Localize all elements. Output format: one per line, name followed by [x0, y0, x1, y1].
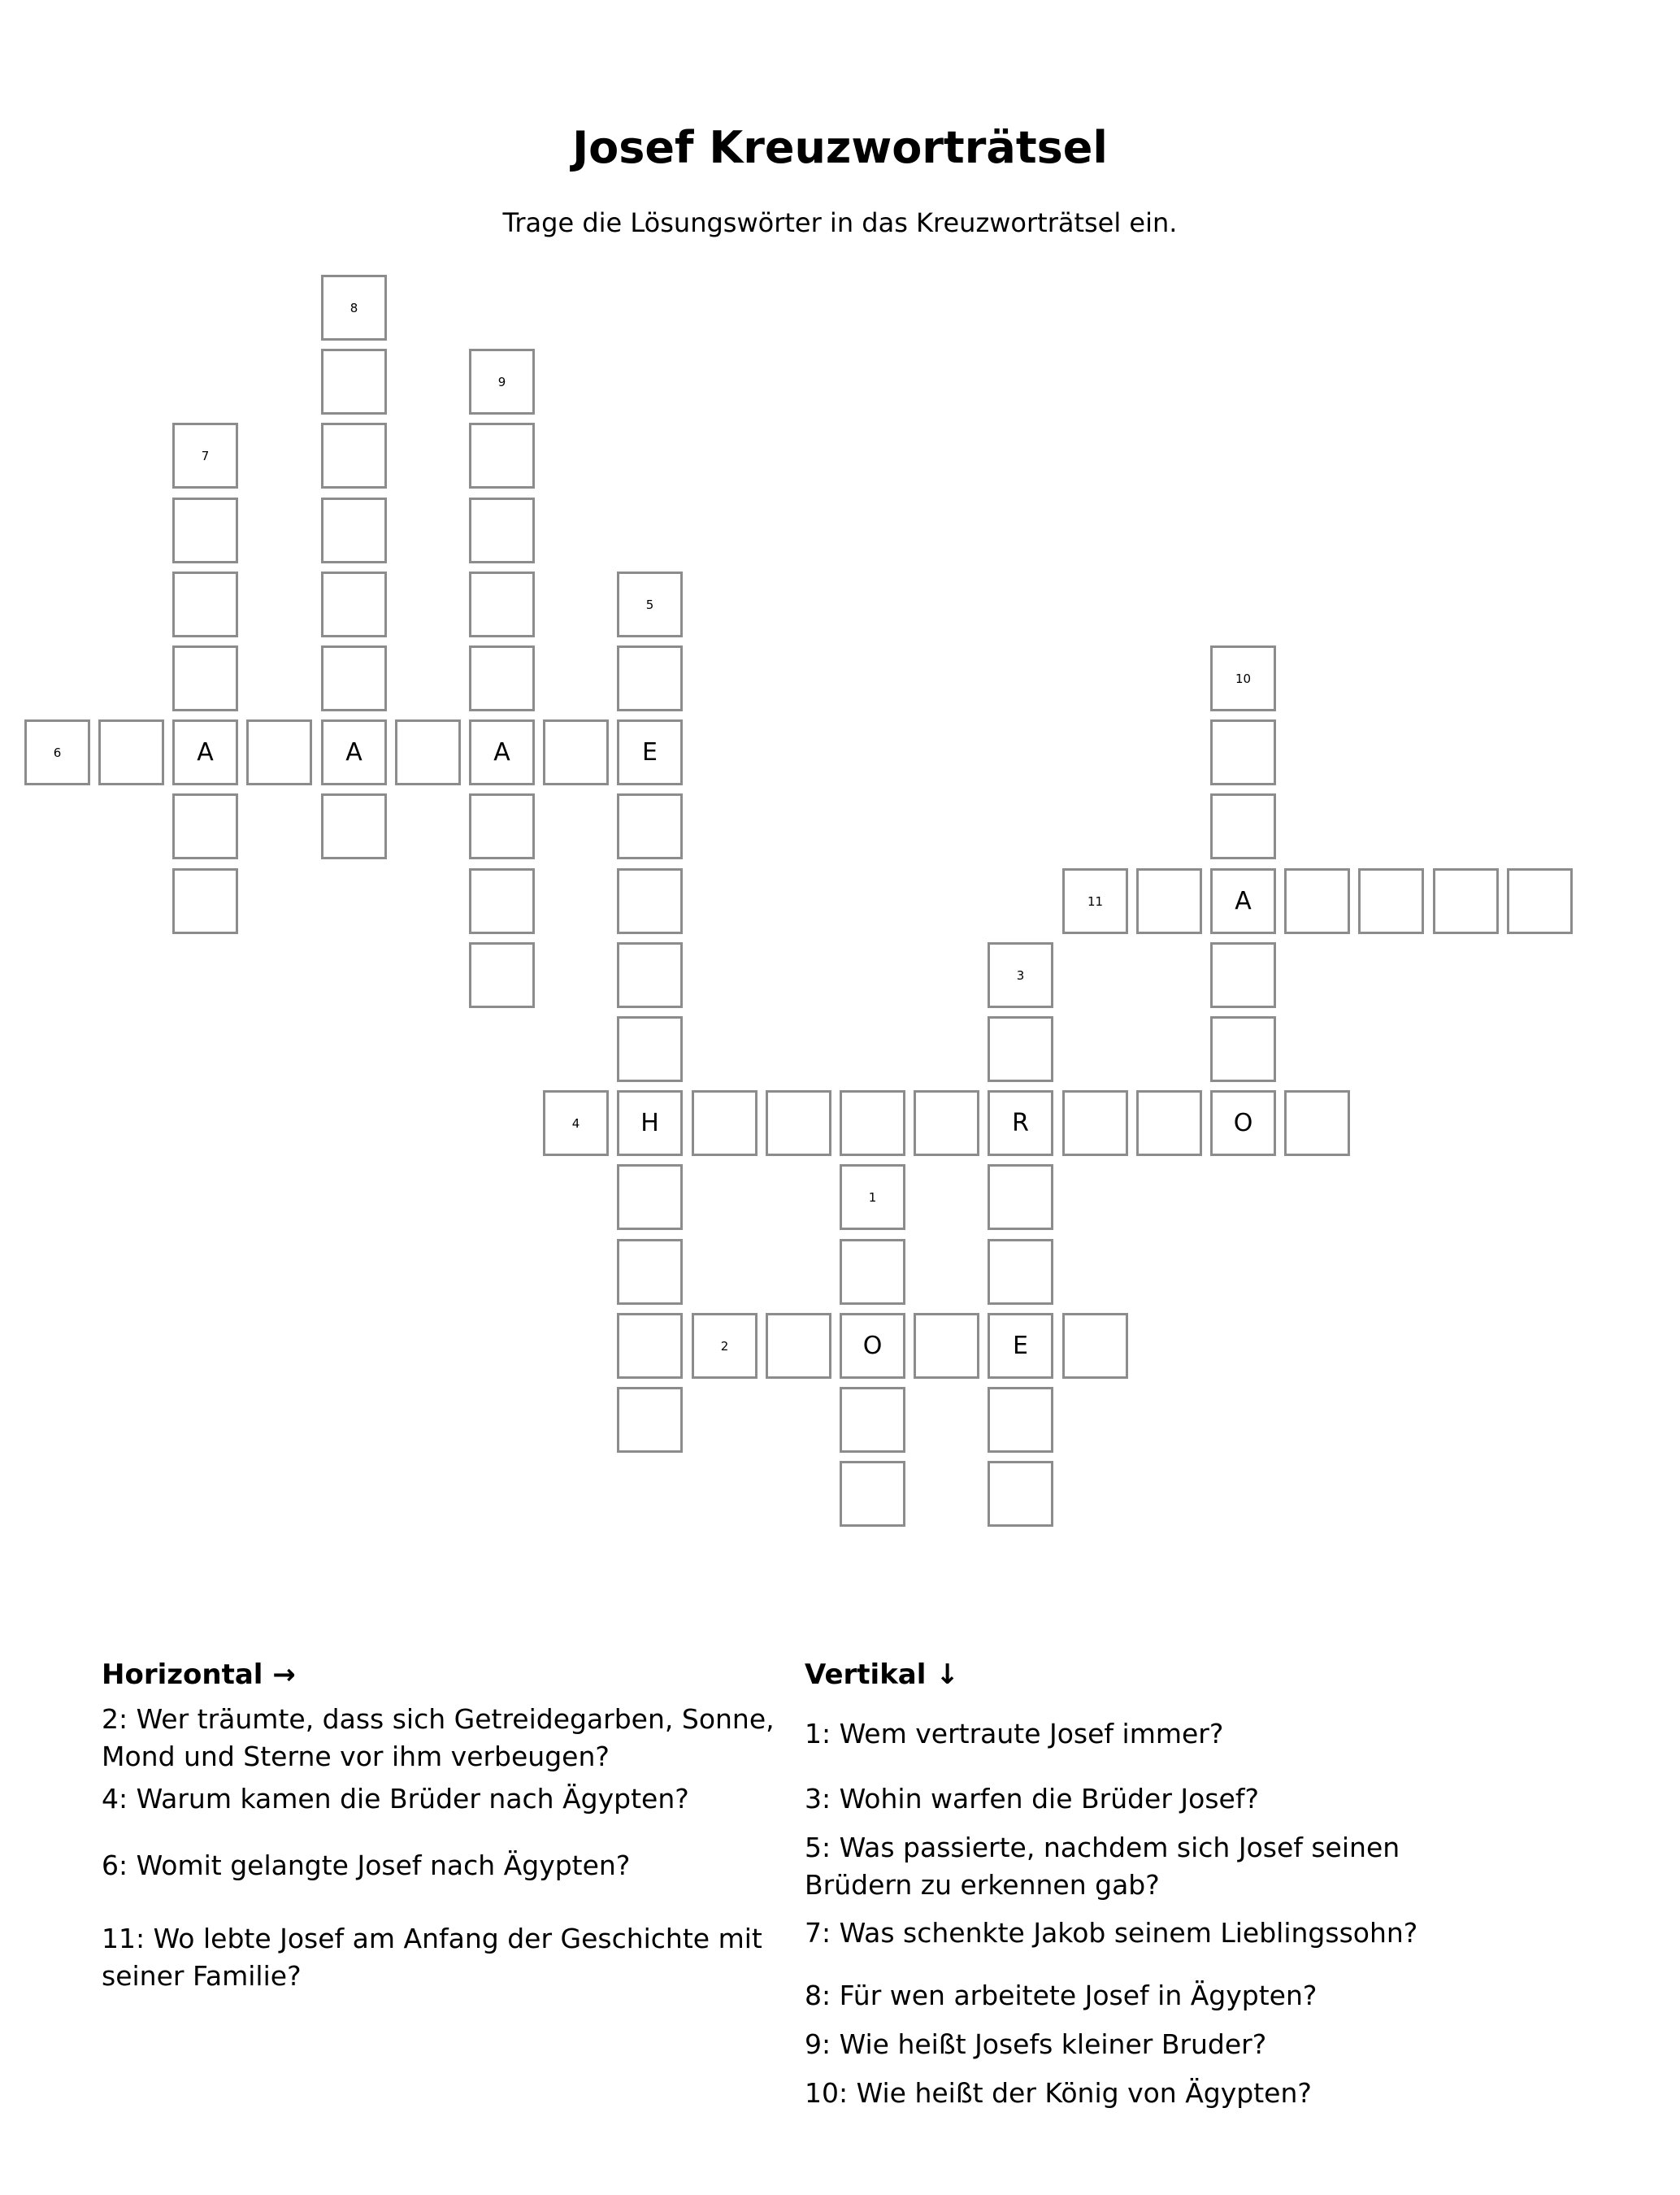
crossword-cell[interactable] — [395, 719, 461, 785]
crossword-cell[interactable] — [840, 1461, 905, 1527]
given-letter: E — [642, 738, 658, 767]
clue-number: 10 — [1235, 671, 1252, 686]
crossword-number-cell-9[interactable] — [469, 349, 535, 415]
crossword-number-cell-2[interactable] — [692, 1313, 758, 1379]
vertical-heading: Vertikal ↓ — [805, 1658, 959, 1691]
crossword-cell[interactable] — [1062, 1313, 1128, 1379]
crossword-number-cell-3[interactable] — [988, 942, 1053, 1008]
given-letter: A — [345, 738, 362, 767]
crossword-cell[interactable] — [246, 719, 312, 785]
clue-horizontal-11: 11: Wo lebte Josef am Anfang der Geschichte mit seiner Familie? — [102, 1923, 762, 1992]
clue-horizontal-4: 4: Warum kamen die Brüder nach Ägypten? — [102, 1783, 689, 1815]
crossword-cell[interactable] — [1284, 868, 1350, 934]
crossword-cell[interactable] — [617, 1090, 683, 1156]
crossword-number-cell-6[interactable] — [24, 719, 90, 785]
clue-vertical-5: 5: Was passierte, nachdem sich Josef seinen Brüdern zu erkennen gab? — [805, 1832, 1400, 1901]
crossword-cell[interactable] — [321, 423, 387, 489]
crossword-cell[interactable] — [1210, 942, 1276, 1008]
crossword-number-cell-10[interactable] — [1210, 645, 1276, 711]
crossword-cell[interactable] — [1210, 868, 1276, 934]
crossword-cell[interactable] — [98, 719, 164, 785]
horizontal-heading: Horizontal → — [102, 1658, 296, 1691]
crossword-cell[interactable] — [988, 1461, 1053, 1527]
crossword-cell[interactable] — [1507, 868, 1573, 934]
clue-vertical-10: 10: Wie heißt der König von Ägypten? — [805, 2077, 1312, 2109]
crossword-cell[interactable] — [172, 793, 238, 859]
crossword-cell[interactable] — [617, 868, 683, 934]
crossword-number-cell-11[interactable] — [1062, 868, 1128, 934]
crossword-cell[interactable] — [321, 349, 387, 415]
crossword-cell[interactable] — [469, 942, 535, 1008]
crossword-cell[interactable] — [988, 1313, 1053, 1379]
crossword-number-cell-4[interactable] — [543, 1090, 609, 1156]
crossword-cell[interactable] — [172, 498, 238, 563]
clue-vertical-1: 1: Wem vertraute Josef immer? — [805, 1718, 1224, 1749]
crossword-cell[interactable] — [469, 645, 535, 711]
given-letter: A — [493, 738, 510, 767]
crossword-cell[interactable] — [1136, 868, 1202, 934]
clue-number: 4 — [571, 1115, 580, 1131]
crossword-cell[interactable] — [1210, 719, 1276, 785]
clue-vertical-9: 9: Wie heißt Josefs kleiner Bruder? — [805, 2028, 1267, 2060]
crossword-cell[interactable] — [617, 942, 683, 1008]
crossword-cell[interactable] — [1062, 1090, 1128, 1156]
horizontal-clues — [102, 1658, 809, 1992]
clue-number: 2 — [720, 1338, 729, 1354]
crossword-cell[interactable] — [766, 1313, 831, 1379]
clue-vertical-3: 3: Wohin warfen die Brüder Josef? — [805, 1783, 1259, 1815]
crossword-cell[interactable] — [840, 1090, 905, 1156]
crossword-number-cell-5[interactable] — [617, 572, 683, 637]
crossword-cell[interactable] — [469, 498, 535, 563]
crossword-cell[interactable] — [840, 1313, 905, 1379]
crossword-cell[interactable] — [172, 572, 238, 637]
clue-number: 1 — [868, 1189, 877, 1205]
crossword-cell[interactable] — [617, 1313, 683, 1379]
given-letter: A — [197, 738, 214, 767]
crossword-cell[interactable] — [321, 572, 387, 637]
page-title: Josef Kreuzworträtsel — [572, 122, 1108, 173]
crossword-cell[interactable] — [988, 1016, 1053, 1082]
crossword-cell[interactable] — [988, 1090, 1053, 1156]
crossword-cell[interactable] — [1284, 1090, 1350, 1156]
crossword-cell[interactable] — [172, 868, 238, 934]
crossword-cell[interactable] — [617, 645, 683, 711]
crossword-cell[interactable] — [321, 793, 387, 859]
crossword-cell[interactable] — [1210, 793, 1276, 859]
given-letter: O — [1233, 1109, 1253, 1137]
crossword-cell[interactable] — [988, 1239, 1053, 1305]
given-letter: E — [1013, 1332, 1028, 1360]
crossword-cell[interactable] — [914, 1313, 979, 1379]
clue-number: 11 — [1087, 893, 1104, 909]
clue-horizontal-2: 2: Wer träumte, dass sich Getreidegarben, Sonne, Mond und Sterne vor ihm verbeugen? — [102, 1703, 775, 1772]
given-letter: H — [640, 1109, 659, 1137]
crossword-cell[interactable] — [469, 423, 535, 489]
crossword-cell[interactable] — [543, 719, 609, 785]
crossword-cell[interactable] — [840, 1239, 905, 1305]
clue-number: 9 — [497, 374, 506, 389]
clue-number: 5 — [645, 597, 654, 612]
clue-vertical-7: 7: Was schenkte Jakob seinem Lieblingssohn? — [805, 1917, 1418, 1949]
clue-number: 3 — [1016, 967, 1025, 983]
crossword-cell[interactable] — [617, 719, 683, 785]
clue-number: 8 — [349, 300, 358, 315]
crossword-number-cell-1[interactable] — [840, 1164, 905, 1230]
crossword-cell[interactable] — [1358, 868, 1424, 934]
crossword-cell[interactable] — [172, 719, 238, 785]
crossword-number-cell-7[interactable] — [172, 423, 238, 489]
crossword-cell[interactable] — [469, 572, 535, 637]
crossword-cell[interactable] — [172, 645, 238, 711]
given-letter: R — [1012, 1109, 1029, 1137]
instructions-text: Trage die Lösungswörter in das Kreuzworträtsel ein. — [502, 207, 1178, 238]
crossword-cell[interactable] — [321, 719, 387, 785]
vertical-clues — [805, 1658, 1512, 2109]
crossword-cell[interactable] — [321, 645, 387, 711]
crossword-cell[interactable] — [617, 1387, 683, 1453]
given-letter: A — [1235, 887, 1252, 915]
given-letter: O — [862, 1332, 883, 1360]
crossword-cell[interactable] — [988, 1164, 1053, 1230]
crossword-cell[interactable] — [617, 793, 683, 859]
crossword-cell[interactable] — [1433, 868, 1499, 934]
crossword-cell[interactable] — [321, 498, 387, 563]
clue-number: 6 — [53, 745, 62, 760]
crossword-cell[interactable] — [988, 1387, 1053, 1453]
crossword-cell[interactable] — [1136, 1090, 1202, 1156]
crossword-cell[interactable] — [1210, 1090, 1276, 1156]
crossword-number-cell-8[interactable] — [321, 275, 387, 341]
clue-horizontal-6: 6: Womit gelangte Josef nach Ägypten? — [102, 1849, 631, 1881]
crossword-cell[interactable] — [469, 793, 535, 859]
crossword-cell[interactable] — [617, 1016, 683, 1082]
crossword-cell[interactable] — [617, 1164, 683, 1230]
crossword-cell[interactable] — [617, 1239, 683, 1305]
crossword-cell[interactable] — [692, 1090, 758, 1156]
crossword-cell[interactable] — [469, 868, 535, 934]
crossword-cell[interactable] — [1210, 1016, 1276, 1082]
crossword-cell[interactable] — [766, 1090, 831, 1156]
crossword-cell[interactable] — [469, 719, 535, 785]
clue-number: 7 — [201, 448, 210, 463]
crossword-cell[interactable] — [914, 1090, 979, 1156]
clue-vertical-8: 8: Für wen arbeitete Josef in Ägypten? — [805, 1980, 1318, 2011]
crossword-cell[interactable] — [840, 1387, 905, 1453]
